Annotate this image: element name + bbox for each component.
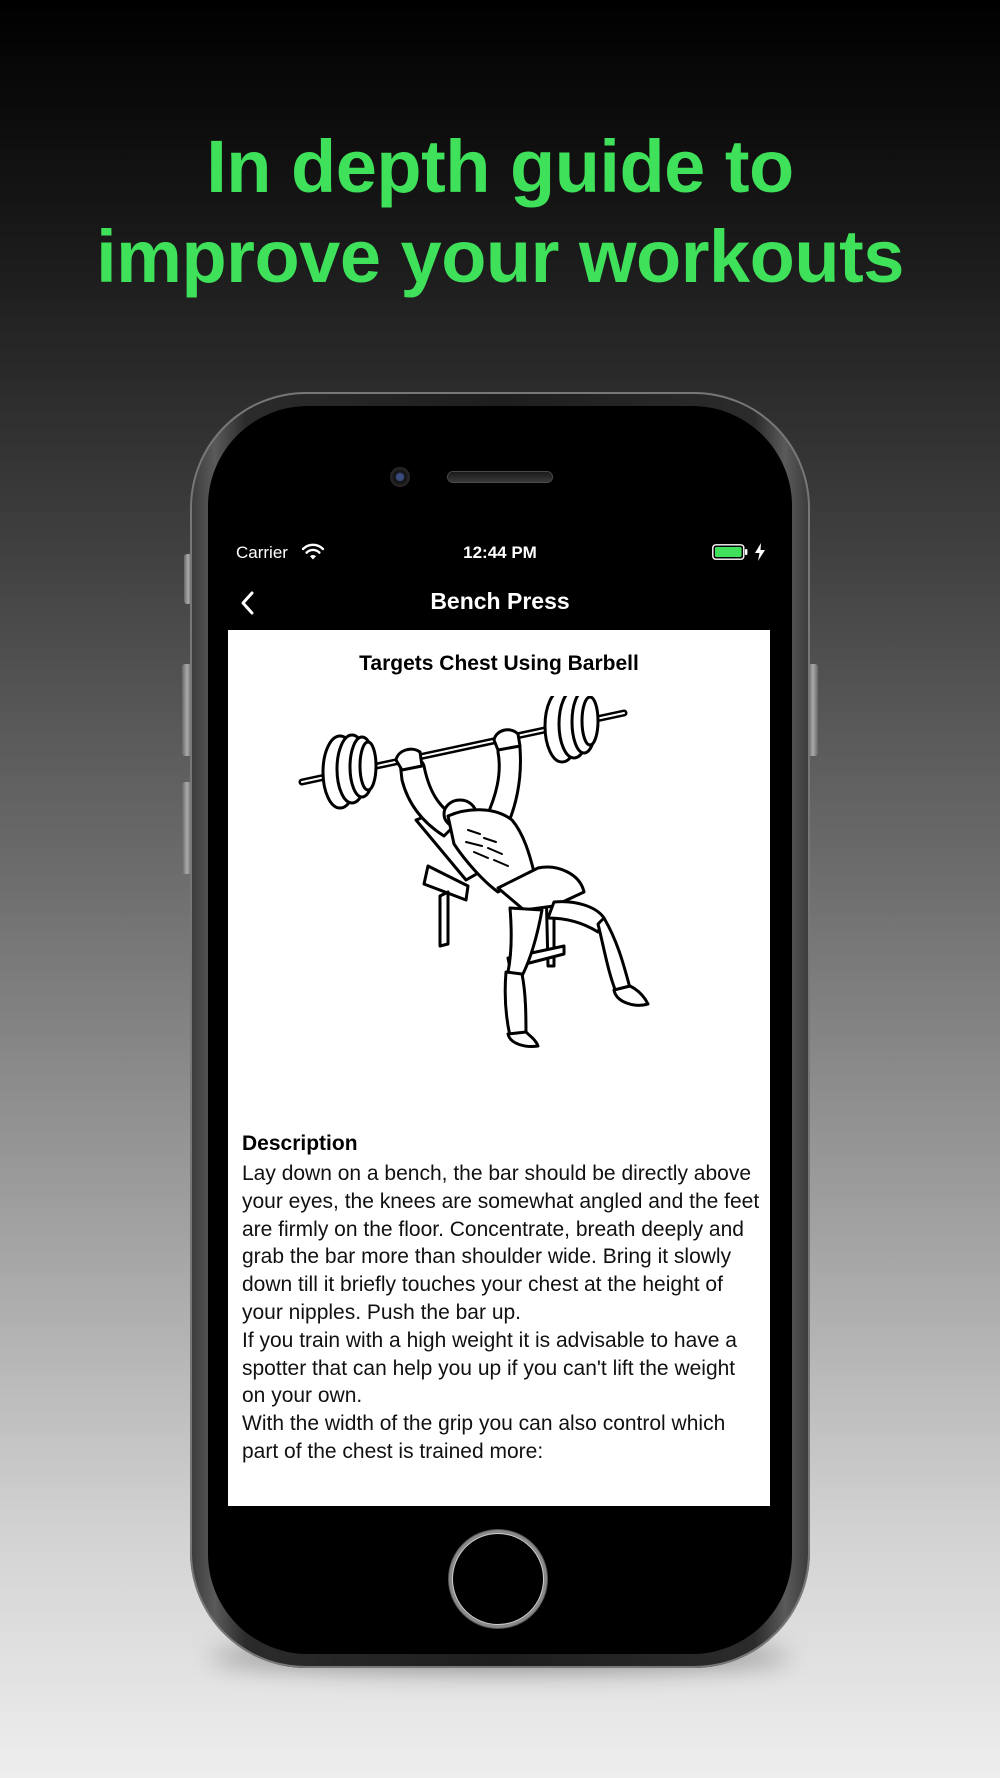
description-heading: Description xyxy=(242,1132,358,1155)
bolt-icon xyxy=(754,543,766,561)
status-bar xyxy=(208,540,792,566)
battery-full-icon xyxy=(712,544,748,560)
navigation-bar xyxy=(208,580,792,624)
carrier-label: Carrier xyxy=(236,543,288,562)
exercise-subtitle: Targets Chest Using Barbell xyxy=(359,652,639,675)
page-title: Bench Press xyxy=(430,588,570,614)
headline-line-1: In depth guide to xyxy=(206,125,794,208)
home-button[interactable] xyxy=(452,1533,544,1625)
bench-press-illustration xyxy=(298,696,700,1050)
front-camera xyxy=(390,467,410,487)
headline-line-2: improve your workouts xyxy=(96,215,904,298)
description-body: Lay down on a bench, the bar should be directly above your eyes, the knees are somewhat angled and the feet are firmly on the floor. Concentrate, breath deeply and grab the bar more than shoulder wide. Bring it slowly down till it briefly touches your chest at the height of your nipples. Push the bar up. If you train with a high weight it is advisable to have a spotter that can help you up if you can't lift the weight on your own. With the width of the grip you can also control which part of the chest is trained more: xyxy=(242,1162,760,1463)
status-time: 12:44 PM xyxy=(463,543,537,562)
exercise-detail[interactable] xyxy=(228,630,770,1506)
promo-headline xyxy=(0,122,1000,302)
earpiece-speaker xyxy=(448,472,552,482)
